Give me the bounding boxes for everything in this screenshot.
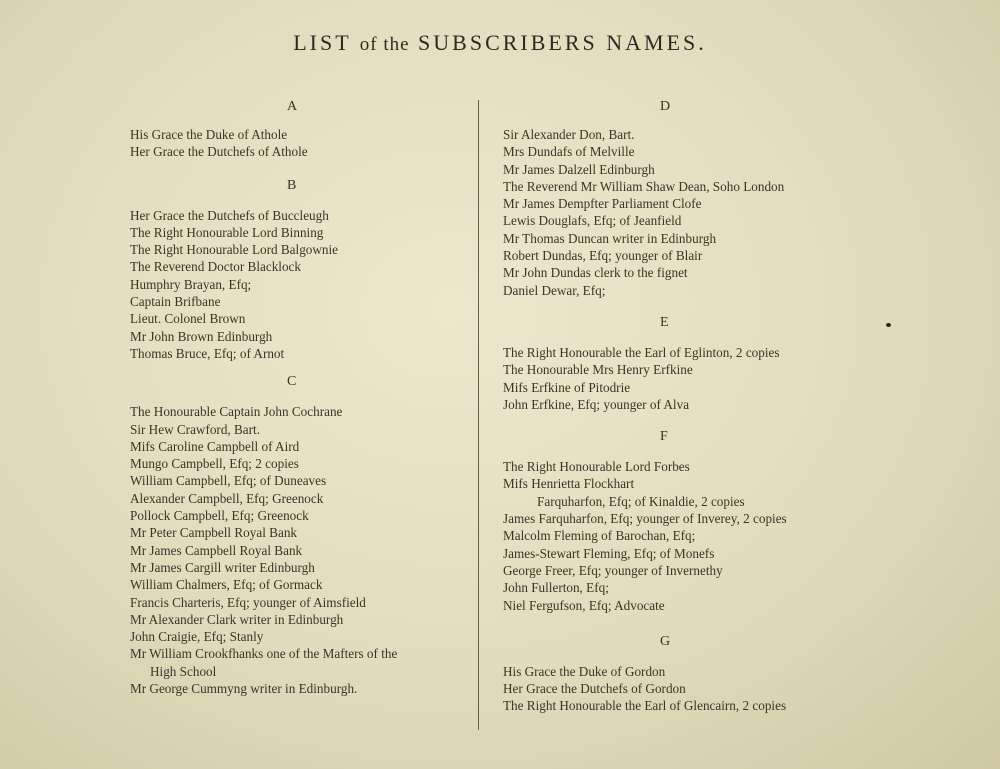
subscriber-entry: Niel Fergufson, Efq; Advocate [503,597,665,613]
subscriber-entry: James Farquharfon, Efq; younger of Inverey, 2 copies [503,511,787,527]
subscriber-entry: His Grace the Duke of Athole [130,127,288,142]
subscriber-entry: The Right Honourable Lord Forbes [503,459,690,475]
page-title [0,30,1000,56]
subscriber-entry: James-Stewart Fleming, Efq; of Monefs [503,545,715,561]
subscriber-entry: High School [150,663,217,679]
subscriber-entry: Mr George Cummyng writer in Edinburgh. [130,681,358,697]
subscriber-entry: John Fullerton, Efq; [503,580,609,596]
column-divider [478,100,479,730]
section-b [130,176,470,363]
section-letter: F [660,429,668,445]
subscriber-entry: The Right Honourable the Earl of Glencairn, 2 copies [503,698,787,714]
subscriber-entry: Robert Dundas, Efq; younger of Blair [503,248,703,264]
subscriber-entry: Alexander Campbell, Efq; Greenock [130,490,324,506]
subscriber-entry: Her Grace the Dutchefs of Gordon [503,681,686,697]
section-a [130,97,470,161]
section-letter: C [287,374,297,390]
subscriber-entry: Farquharfon, Efq; of Kinaldie, 2 copies [537,493,745,509]
subscriber-list [130,126,470,161]
subscriber-entry: Mr John Dundas clerk to the fignet [503,265,688,281]
title-list: LIST [293,30,352,55]
subscriber-entry: Mifs Erfkine of Pitodrie [503,379,631,395]
subscriber-entry: William Campbell, Efq; of Duneaves [130,473,327,489]
subscriber-entry: Mr William Crookfhanks one of the Mafters of the [130,646,398,662]
section-d [503,97,843,299]
subscriber-entry: Her Grace the Dutchefs of Athole [130,144,308,160]
subscriber-entry: Sir Hew Crawford, Bart. [130,421,261,437]
subscriber-list [503,344,843,413]
subscriber-entry: The Reverend Doctor Blacklock [130,259,302,275]
subscriber-entry: Mr Thomas Duncan writer in Edinburgh [503,230,717,246]
subscriber-entry: John Erfkine, Efq; younger of Alva [503,396,690,412]
subscriber-entry: Thomas Bruce, Efq; of Arnot [130,345,285,361]
subscriber-entry: Lieut. Colonel Brown [130,311,246,327]
section-f [503,427,843,614]
subscriber-entry: George Freer, Efq; younger of Invernethy [503,562,723,578]
subscriber-entry: Malcolm Fleming of Barochan, Efq; [503,528,696,544]
subscriber-entry: Mr John Brown Edinburgh [130,328,273,344]
subscriber-entry: Her Grace the Dutchefs of Buccleugh [130,207,329,223]
subscriber-entry: The Reverend Mr William Shaw Dean, Soho London [503,178,785,194]
section-letter: A [287,99,298,114]
title-of-the: of the [359,34,410,55]
subscriber-entry: The Right Honourable Lord Binning [130,224,324,240]
subscriber-list [503,458,843,614]
subscriber-entry: Captain Brifbane [130,294,221,310]
section-c [130,372,470,697]
subscriber-list [130,403,470,697]
title-rest: SUBSCRIBERS NAMES. [418,30,707,55]
subscriber-entry: Mungo Campbell, Efq; 2 copies [130,456,299,472]
subscriber-entry: Mifs Henrietta Flockhart [503,476,635,492]
subscriber-entry: The Honourable Mrs Henry Erfkine [503,362,693,378]
subscriber-entry: Sir Alexander Don, Bart. [503,127,635,142]
subscriber-entry: Daniel Dewar, Efq; [503,282,606,298]
subscriber-list [503,663,843,715]
subscriber-entry: Mr James Campbell Royal Bank [130,542,303,558]
subscriber-entry: The Right Honourable Lord Balgownie [130,242,339,258]
section-letter: D [660,99,671,114]
subscriber-entry: Pollock Campbell, Efq; Greenock [130,508,309,524]
subscriber-entry: Francis Charteris, Efq; younger of Aimsfield [130,594,366,610]
left-column [130,97,470,697]
subscriber-list [503,126,843,299]
paper-speck [886,323,891,327]
section-e [503,313,843,413]
section-letter: E [660,314,669,330]
subscriber-entry: Mr James Dempfter Parliament Clofe [503,196,702,212]
subscriber-entry: The Right Honourable the Earl of Eglinton, 2 copies [503,344,780,360]
subscriber-entry: His Grace the Duke of Gordon [503,663,666,679]
subscriber-entry: Lewis Douglafs, Efq; of Jeanfield [503,213,682,229]
section-letter: G [660,633,671,649]
right-column [503,97,843,715]
subscriber-entry: Mrs Dundafs of Melville [503,144,635,160]
subscriber-entry: Mifs Caroline Campbell of Aird [130,438,300,454]
section-letter: B [287,177,297,193]
subscriber-list [130,207,470,363]
subscriber-entry: The Honourable Captain John Cochrane [130,404,343,420]
section-g [503,632,843,715]
subscriber-entry: Mr James Dalzell Edinburgh [503,161,655,177]
subscriber-entry: John Craigie, Efq; Stanly [130,629,264,645]
subscriber-entry: Humphry Brayan, Efq; [130,276,252,292]
subscriber-entry: William Chalmers, Efq; of Gormack [130,577,323,593]
subscriber-entry: Mr Alexander Clark writer in Edinburgh [130,611,344,627]
subscriber-entry: Mr Peter Campbell Royal Bank [130,525,298,541]
subscriber-entry: Mr James Cargill writer Edinburgh [130,559,315,575]
